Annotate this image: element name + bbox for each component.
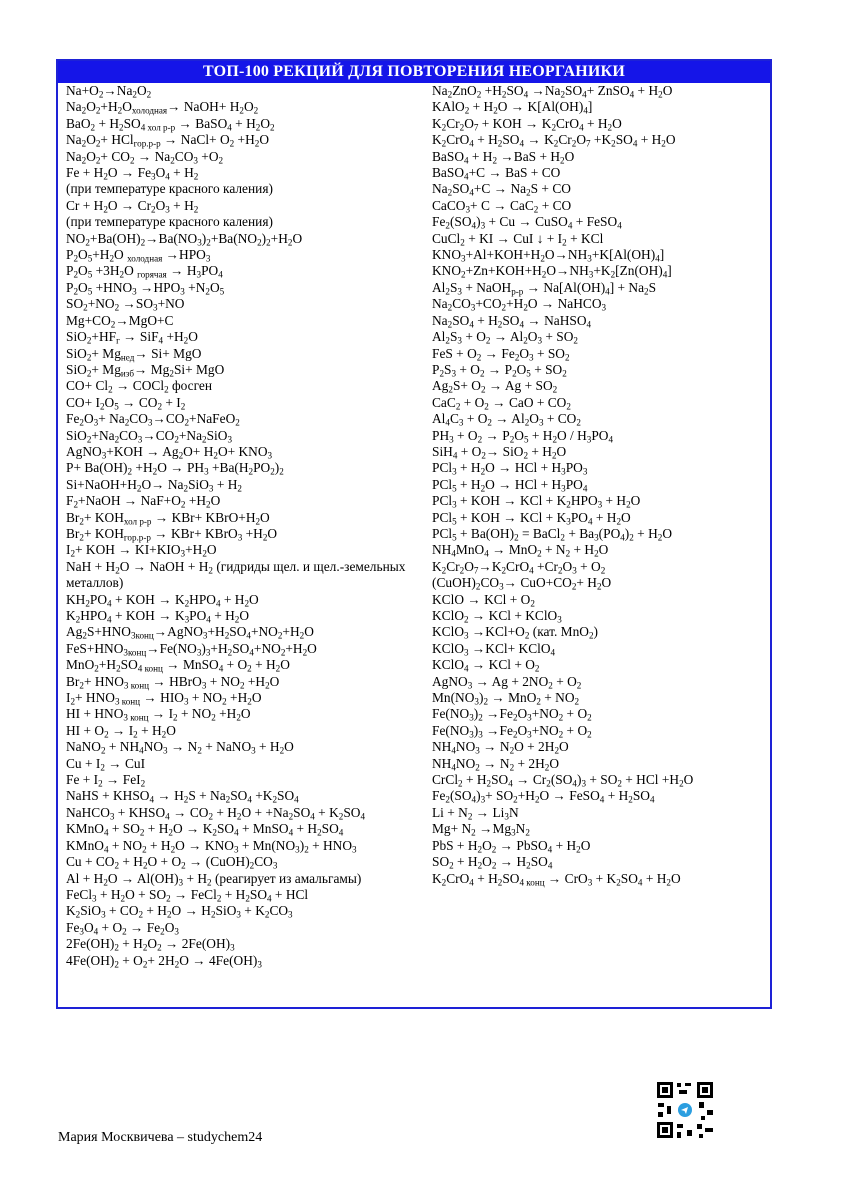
reaction-line: $K_2SiO_3 + CO_2 + H_2O \to H_2SiO_3 + K_2CO_3$ [66, 903, 293, 920]
reaction-line: KClO$_3$ $\to KCl+O_2$ (кат. MnO$_2$) [432, 624, 598, 641]
reaction-line: KMnO$_4$ + $SO_2 + H_2O \to K_2SO_4$ + MnSO$_4$ + $H_2SO_4$ [66, 821, 344, 838]
reaction-line: $Cu + CO_2 + H_2O + O_2$ → $(CuOH)_2CO_3$ [66, 854, 278, 871]
reaction-line: $BaO_2 + H_2SO_{4 хол р-р}$ → BaSO$_4$ + $H_2O_2$ [66, 115, 275, 133]
reaction-line: (при температуре красного каления) [66, 181, 273, 197]
reaction-line: $K_2CrO_4 + H_2SO_4 \to K_2Cr_2O_7 +K_2SO_4 + H_2O$ [432, 132, 676, 149]
reaction-line: $Na_2SO_4+C \to Na_2S$ + CO [432, 181, 571, 198]
reaction-line: (при температуре красного каления) [66, 214, 273, 230]
reaction-line: NaH + $H_2O$ → NaOH + $H_2$ (гидриды щел. и щел.-земельных металлов) [66, 558, 406, 591]
reaction-line: $Br_2+ KOH_{хол р-р} \to KBr+$ $KBrO+H_2O$ [66, 509, 270, 527]
reaction-line: $SO_2 + H_2O_2 \to H_2SO_4$ [432, 854, 553, 871]
reaction-line: AgNO$_3$+KOH → $Ag_2O+ H_2O+ KNO_3$ [66, 443, 273, 461]
reaction-line: $MnO_2+H_2SO_{4 конц}$ → MnSO$_4$ + $O_2 + H_2O$ [66, 657, 290, 674]
reaction-line: $CaC_2 + O_2$ → CaO + $CO_2$ [432, 394, 571, 412]
reaction-line: FeS + $O_2 \to Fe_2O_3 + SO_2$ [432, 345, 570, 363]
reaction-line: BaSO$_4$+C → BaS + CO [432, 165, 561, 182]
reaction-line: $Fe + I_2 \to FeI_2$ [66, 772, 146, 789]
reaction-line: KAlO$_2$ + $H_2O \to K[Al(OH)_4]$ [432, 99, 593, 116]
reaction-line: $(CuOH)_2CO_3\to CuO+CO_2+ H_2O$ [432, 575, 612, 592]
reaction-line: $KNO_3+Al+KOH+H_2O\to NH_3+K[Al(OH)_4]$ [432, 247, 665, 264]
reaction-line: KClO$_4$ → KCl + $O_2$ [432, 657, 540, 674]
reaction-line: $P_2O_5+H_2O$ $_{холодная} \to HPO_3$ [66, 247, 211, 264]
reaction-line: $PCl_3 + H_2O$ → HCl + $H_3PO_3$ [432, 460, 588, 477]
reaction-line: $K_2Cr_2O_7$ + KOH → $K_2CrO_4 + H_2O$ [432, 115, 622, 133]
reaction-line: CaCO$_3$+ C → CaC$_2$ + CO [432, 197, 572, 215]
reaction-line: $I_2+ HNO_{3 конц} \to HIO_3 + NO_2 +H_2O$ [66, 690, 262, 707]
reaction-line: $Fe(NO_3)_2 \to Fe_2O_3+NO_2 + O_2$ [432, 706, 592, 723]
reaction-line: PCl$_5$ + KOH → KCl + $K_3PO_4 + H_2O$ [432, 509, 631, 527]
reaction-line: $Mg+CO_2\to MgO+C$ [66, 312, 174, 330]
reaction-line: $SO_2+NO_2 \to SO_3+NO$ [66, 296, 185, 313]
reaction-line: CrCl$_2$ + $H_2SO_4 \to Cr_2(SO_4)_3 + SO_2$ + HCl $+H_2O$ [432, 772, 694, 789]
reaction-line: $P_2O_5 +HNO_3 \to HPO_3 +N_2O_5$ [66, 279, 225, 297]
reaction-line: KMnO$_4$ + $NO_2 + H_2O \to KNO_3 + Mn(NO_3)_2 + HNO_3$ [66, 837, 357, 855]
reaction-line: $KNO_2+Zn+KOH+H_2O\to NH_3+K_2[Zn(OH)_4]$ [432, 263, 672, 281]
reaction-line: $Ag_2S+ O_2 \to Ag + SO_2$ [432, 378, 558, 395]
reaction-line: $Fe_3O_4 + O_2 \to Fe_2O_3$ [66, 919, 179, 937]
reaction-line: $SiO_2+ Mg_{нед}\to Si+$ MgO [66, 345, 202, 363]
reaction-line: $K_2CrO_4 + H_2SO_{4 конц} \to CrO_3 + K_2SO_4 + H_2O$ [432, 870, 681, 888]
reaction-line: $Al_2S_3$ + NaOH$_{р-р}$ → $Na[Al(OH)_4] + Na_2S$ [432, 279, 657, 297]
qr-code-icon [655, 1080, 715, 1140]
reaction-line: AgNO$_3$ → $Ag + 2NO_2 + O_2$ [432, 673, 582, 691]
reaction-line: $PCl_5 + H_2O$ → HCl + $H_3PO_4$ [432, 476, 588, 494]
reaction-line: $Na_2SO_4 + H_2SO_4$ → NaHSO$_4$ [432, 312, 592, 330]
reaction-line: CuCl$_2$ + KI → CuI ↓ + $I_2$ + KCl [432, 230, 604, 248]
reaction-line: $Mn(NO_3)_2 \to MnO_2 + NO_2$ [432, 690, 580, 707]
reaction-line: $Fe_2(SO_4)_3 + Cu$ → CuSO$_4$ + FeSO$_4$ [432, 214, 622, 231]
reaction-line: $P+ Ba(OH)_2 +H_2O \to PH_3 +Ba(H_2PO_2)_2$ [66, 460, 284, 477]
reaction-line: $F_2+NaOH \to NaF+O_2 +H_2O$ [66, 493, 221, 510]
reaction-line: $Na_2CO_3+CO_2+H_2O$ → NaHCO$_3$ [432, 296, 607, 313]
reaction-line: HI + $HNO_{3 конц} \to I_2 + NO_2 +H_2O$ [66, 706, 251, 723]
reaction-line: BaSO$_4$ + $H_2 \to BaS + H_2O$ [432, 148, 575, 166]
reaction-line: $Br_2+ KOH_{гор.р-р} \to KBr+$ KBrO$_3$ $+H_2O$ [66, 525, 278, 543]
reaction-line: $Al_2S_3 + O_2 \to Al_2O_3 + SO_2$ [432, 329, 578, 346]
reaction-line: $Na_2O_2+ HCl_{гор.р-р}$ → NaCl+ $O_2 +H_2O$ [66, 132, 269, 149]
reaction-line: $NH_4NO_3 \to N_2O + 2H_2O$ [432, 739, 569, 756]
reaction-line: $SiO_2+ Mg_{изб}\to Mg_2Si+$ MgO [66, 361, 225, 379]
reaction-line: $K_2Cr_2O_7\to K_2CrO_4 +Cr_2O_3 + O_2$ [432, 558, 606, 576]
reaction-line: $NH_4NO_2 \to N_2 + 2H_2O$ [432, 755, 559, 773]
reaction-line: $P_2O_5 +3H_2O$ $_{горячая} \to H_3PO_4$ [66, 263, 223, 281]
reaction-line: $SiO_2+HF_г \to SiF_4 +H_2O$ [66, 329, 198, 346]
sheet-title: ТОП-100 РЕКЦИЙ ДЛЯ ПОВТОРЕНИЯ НЕОРГАНИКИ [58, 61, 770, 83]
reaction-line: $Fe_2O_3+$ $Na_2CO_3\to CO_2+NaFeO_2$ [66, 411, 240, 428]
reaction-line: $CO+ Cl_2$ → COCl$_2$ фосген [66, 378, 213, 395]
reaction-line: $PCl_5 + Ba(OH)_2$ = BaCl$_2$ + $Ba_3(PO_4)_2 + H_2O$ [432, 525, 672, 543]
reaction-line: NaHS + $KHSO_4 \to H_2S + Na_2SO_4 +K_2SO_4$ [66, 788, 299, 806]
right-reactions-column [432, 83, 768, 887]
reaction-line: $Al + H_2O \to Al(OH)_3 + H_2$ (реагирует из амальгамы) [66, 870, 362, 888]
reaction-line: $I_2+$ KOH → $KI+KIO_3+H_2O$ [66, 542, 217, 559]
reaction-line: $NH_4MnO_4 \to MnO_2 + N_2 + H_2O$ [432, 542, 609, 559]
reaction-line: $Fe_2(SO_4)_3+ SO_2+H_2O$ → FeSO$_4$ + $H_2SO_4$ [432, 788, 655, 806]
reaction-line: PCl$_3$ + KOH → KCl + $K_2HPO_3 + H_2O$ [432, 493, 641, 510]
reaction-line: $Si+NaOH+H_2O\to Na_2SiO_3 + H_2$ [66, 476, 242, 494]
reaction-line: $Br_2+ HNO_{3 конц}$ → HBrO$_3$ + $NO_2 +H_2O$ [66, 673, 280, 691]
reaction-line: $FeS+HNO_{3конц}\to Fe(NO_3)_3+H_2SO_4+NO_2+H_2O$ [66, 640, 317, 658]
reaction-line: $KH_2PO_4$ + KOH → $K_2HPO_4 + H_2O$ [66, 591, 259, 609]
reaction-line: $P_2S_3 + O_2 \to P_2O_5 + SO_2$ [432, 361, 567, 379]
reaction-line: $4Fe(OH)_2 + O_2+ 2H_2O \to 4Fe(OH)_3$ [66, 952, 262, 970]
reaction-line: $NO_2+Ba(OH)_2\to Ba(NO_3)_2+Ba(NO_2)_2+H_2O$ [66, 230, 303, 248]
reaction-line: NaHCO$_3$ + $KHSO_4 \to CO_2 + H_2O + +Na_2SO_4 + K_2SO_4$ [66, 804, 365, 822]
reaction-line: $CO+ I_2O_5 \to CO_2 + I_2$ [66, 394, 186, 412]
reaction-line: $Al_4C_3 + O_2 \to Al_2O_3 + CO_2$ [432, 411, 581, 428]
reaction-line: $Na_2O_2+H_2O_{холодная}\to$ NaOH+ $H_2O_2$ [66, 99, 259, 116]
reaction-line: $Li + N_2 \to Li_3N$ [432, 804, 519, 822]
reaction-line: PbS + $H_2O_2$ → PbSO$_4$ + $H_2O$ [432, 837, 591, 855]
reaction-line: $2Fe(OH)_2 + H_2O_2 \to 2Fe(OH)_3$ [66, 936, 235, 953]
reaction-line: $Na_2ZnO_2 +H_2SO_4 \to Na_2SO_4+$ ZnSO$_4$ + $H_2O$ [432, 83, 673, 100]
reaction-line: $SiO_2+Na_2CO_3\to CO_2+Na_2SiO_3$ [66, 427, 233, 445]
reaction-line: $Ag_2S+HNO_{3конц}\to AgNO_3+H_2SO_4+NO_2+H_2O$ [66, 624, 314, 641]
reaction-line: $Na+O_2\to Na_2O_2$ [66, 83, 152, 100]
reaction-line: NaNO$_2$ + $NH_4NO_3 \to N_2$ + NaNO$_3$ + $H_2O$ [66, 739, 294, 756]
reaction-line: $Fe + H_2O \to Fe_3O_4 + H_2$ [66, 165, 199, 182]
reaction-line: FeCl$_3$ + $H_2O + SO_2$ → FeCl$_2$ + $H_2SO_4$ + HCl [66, 886, 309, 904]
left-reactions-column [66, 83, 418, 969]
reaction-line: $Fe(NO_3)_3 \to Fe_2O_3+NO_2 + O_2$ [432, 722, 592, 740]
reaction-line: $Mg+ N_2 \to Mg_3N_2$ [432, 821, 530, 838]
reactions-sheet [56, 59, 772, 1009]
author-footer: Мария Москвичева – studychem24 [58, 1130, 263, 1145]
reaction-line: KClO$_2$ → KCl + KClO$_3$ [432, 608, 562, 625]
reaction-line: KClO$_3$ →KCl+ KClO$_4$ [432, 640, 556, 658]
reaction-line: KClO → KCl + $O_2$ [432, 591, 535, 609]
reaction-line: $Cu + I_2$ → CuI [66, 755, 146, 773]
reaction-line: $Cr + H_2O \to Cr_2O_3 + H_2$ [66, 197, 199, 215]
reaction-line: $PH_3 + O_2 \to P_2O_5 + H_2O / H_3PO_4$ [432, 427, 614, 445]
reaction-line: $SiH_4 + O_2\to SiO_2 + H_2O$ [432, 443, 567, 461]
reaction-line: $Na_2O_2+ CO_2 \to Na_2CO_3 +O_2$ [66, 148, 224, 166]
reaction-line: $K_2HPO_4$ + KOH → $K_3PO_4 + H_2O$ [66, 608, 250, 625]
reaction-line: HI + $O_2 \to I_2 + H_2O$ [66, 722, 176, 740]
